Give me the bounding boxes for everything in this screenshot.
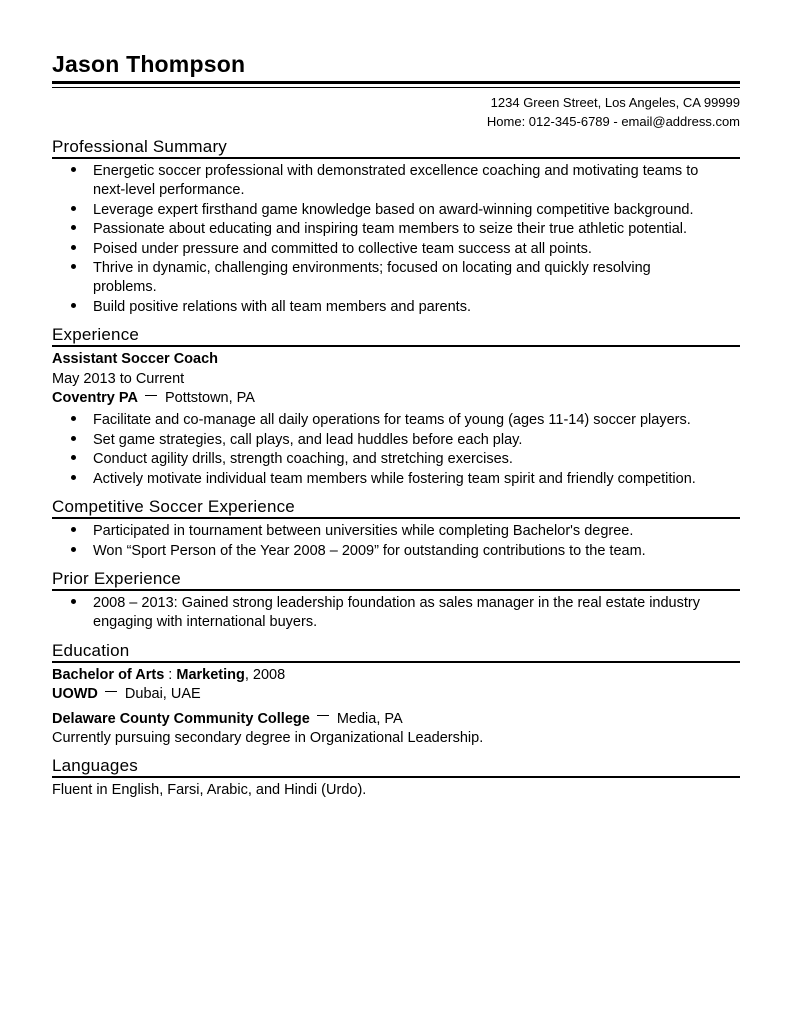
degree-year: , 2008 <box>244 666 286 683</box>
dash-separator <box>145 395 157 396</box>
list-item: Participated in tournament between universities while completing Bachelor's degree. <box>93 522 740 541</box>
languages-text: Fluent in English, Farsi, Arabic, and Hindi (Urdo). <box>52 782 367 799</box>
list-item: Won “Sport Person of the Year 2008 – 2009” for outstanding contributions to the team. <box>93 542 740 561</box>
address: 1234 Green Street, Los Angeles, CA 99999 <box>490 95 740 110</box>
section-education <box>52 641 740 749</box>
dash-separator <box>105 691 117 692</box>
summary-list <box>52 162 740 317</box>
competitive-list <box>52 522 740 561</box>
degree-line <box>52 666 740 685</box>
section-title: Experience <box>52 325 740 347</box>
school-name: Delaware County Community College <box>52 710 310 727</box>
dash-separator <box>317 715 329 716</box>
job-location: Pottstown, PA <box>164 390 255 407</box>
employer-line <box>52 389 740 408</box>
list-item: Set game strategies, call plays, and lead huddles before each play. <box>93 431 740 450</box>
list-item: Energetic soccer professional with demonstrated excellence coaching and motivating teams to next-level performance. <box>93 162 740 201</box>
experience-list <box>52 411 740 489</box>
section-competitive-soccer <box>52 497 740 561</box>
degree-separator: : <box>164 666 177 683</box>
school2-line <box>52 710 740 729</box>
section-title: Professional Summary <box>52 137 740 159</box>
degree: Bachelor of Arts <box>52 666 165 683</box>
list-item: Actively motivate individual team members while fostering team spirit and friendly competition. <box>93 470 740 489</box>
major: Marketing <box>176 666 245 683</box>
header-divider <box>52 81 740 88</box>
list-item: Thrive in dynamic, challenging environments; focused on locating and quickly resolving problems. <box>93 259 740 298</box>
list-item: Build positive relations with all team members and parents. <box>93 298 740 317</box>
employer: Coventry PA <box>52 390 138 407</box>
section-languages <box>52 756 740 800</box>
resume-page <box>52 50 740 801</box>
list-item: Passionate about educating and inspiring team members to seize their true athletic potential. <box>93 220 740 239</box>
job-title: Assistant Soccer Coach <box>52 351 219 368</box>
contact-block <box>52 93 740 131</box>
school-location: Dubai, UAE <box>124 686 201 703</box>
list-item: 2008 – 2013: Gained strong leadership foundation as sales manager in the real estate industry engaging with international buyers. <box>93 594 740 633</box>
school-location: Media, PA <box>336 710 403 727</box>
list-item: Facilitate and co-manage all daily operations for teams of young (ages 11-14) soccer players. <box>93 411 740 430</box>
section-title: Competitive Soccer Experience <box>52 497 740 519</box>
section-professional-summary <box>52 137 740 317</box>
education-note: Currently pursuing secondary degree in Organizational Leadership. <box>52 729 484 746</box>
list-item: Leverage expert firsthand game knowledge based on award-winning competitive background. <box>93 201 740 220</box>
section-prior-experience <box>52 569 740 633</box>
section-title: Education <box>52 641 740 663</box>
job-dates: May 2013 to Current <box>52 370 185 387</box>
list-item: Poised under pressure and committed to collective team success at all points. <box>93 240 740 259</box>
section-experience <box>52 325 740 489</box>
school1-line <box>52 685 740 704</box>
list-item: Conduct agility drills, strength coaching, and stretching exercises. <box>93 450 740 469</box>
prior-list <box>52 594 740 633</box>
phone-email: Home: 012-345-6789 - email@address.com <box>486 114 740 129</box>
section-title: Prior Experience <box>52 569 740 591</box>
section-title: Languages <box>52 756 740 778</box>
school-name: UOWD <box>52 686 98 703</box>
candidate-name: Jason Thompson <box>52 51 246 77</box>
